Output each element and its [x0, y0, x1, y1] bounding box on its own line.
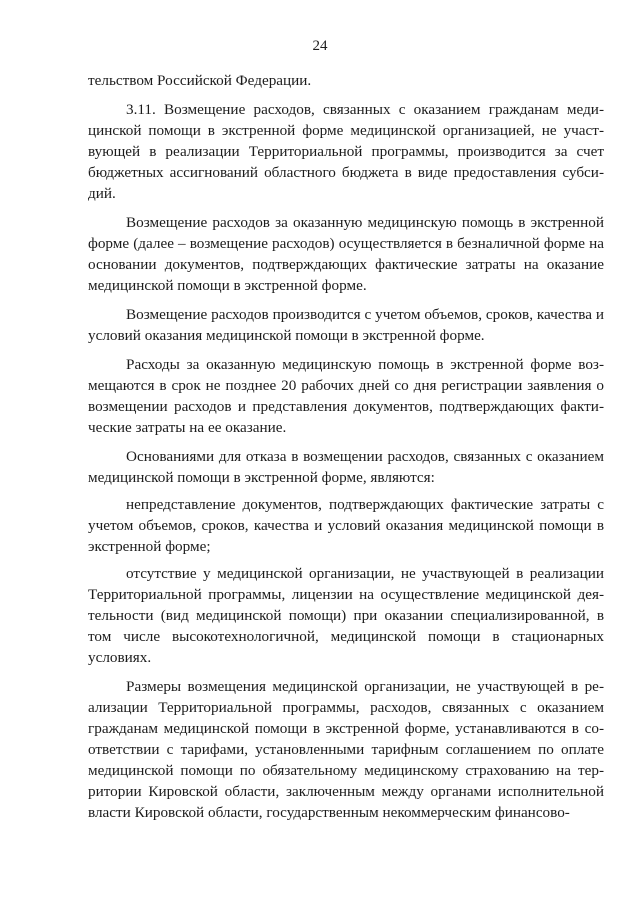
paragraph-refusal-grounds: Основаниями для отказа в возмещении расходов, связанных с оказанием медицинской помощи в экстренной форме, являются:: [88, 448, 604, 486]
paragraph-reimbursement-form: Возмещение расходов за оказанную медицинскую помощь в экстренной форме (далее – возмещение расходов) осуществляется в безналичной форме на основании документов, подтверждающих фактические затраты на оказание медицинской помощи в экстренной форме.: [88, 214, 604, 294]
paragraph-reimbursement-deadline: Расходы за оказанную медицинскую помощь в экстренной форме возмещаются в срок не позднее 20 рабочих дней со дня регистрации заявления о возмещении расходов и представления документов, подтверждающих фактические затраты на ее оказание.: [88, 356, 604, 436]
paragraph-reimbursement-volumes: Возмещение расходов производится с учетом объемов, сроков, качества и условий оказания медицинской помощи в экстренной форме.: [88, 306, 604, 344]
paragraph-refusal-ground-2: отсутствие у медицинской организации, не участвующей в реализации Территориальной программы, лицензии на осуществление медицинской деятельности (вид медицинской помощи) при оказании специализированной, в том числе высокотехнологичной, медицинской помощи в стационарных условиях.: [88, 565, 604, 666]
paragraph-refusal-ground-1: непредставление документов, подтверждающих фактические затраты с учетом объемов, сроков, качества и условий оказания медицинской помощи в экстренной форме;: [88, 496, 604, 555]
body-text: [88, 70, 604, 831]
paragraph-3-11: 3.11. Возмещение расходов, связанных с оказанием гражданам медицинской помощи в экстренной форме медицинской организацией, не участвующей в реализации Территориальной программы, производится за счет бюджетных ассигнований областного бюджета в виде предоставления субсидий.: [88, 101, 604, 202]
paragraph-continuation: тельством Российской Федерации.: [88, 72, 312, 89]
paragraph-reimbursement-amounts: Размеры возмещения медицинской организации, не участвующей в реализации Территориальной программы, расходов, связанных с оказанием гражданам медицинской помощи в экстренной форме, устанавливаются в соответствии с тарифами, установленными тарифным соглашением по оплате медицинской помощи по обязательному медицинскому страхованию на территории Кировской области, заключенным между органами исполнительной власти Кировской области, государственным некоммерческим финансово-: [88, 678, 604, 821]
page-number: 24: [312, 38, 328, 54]
